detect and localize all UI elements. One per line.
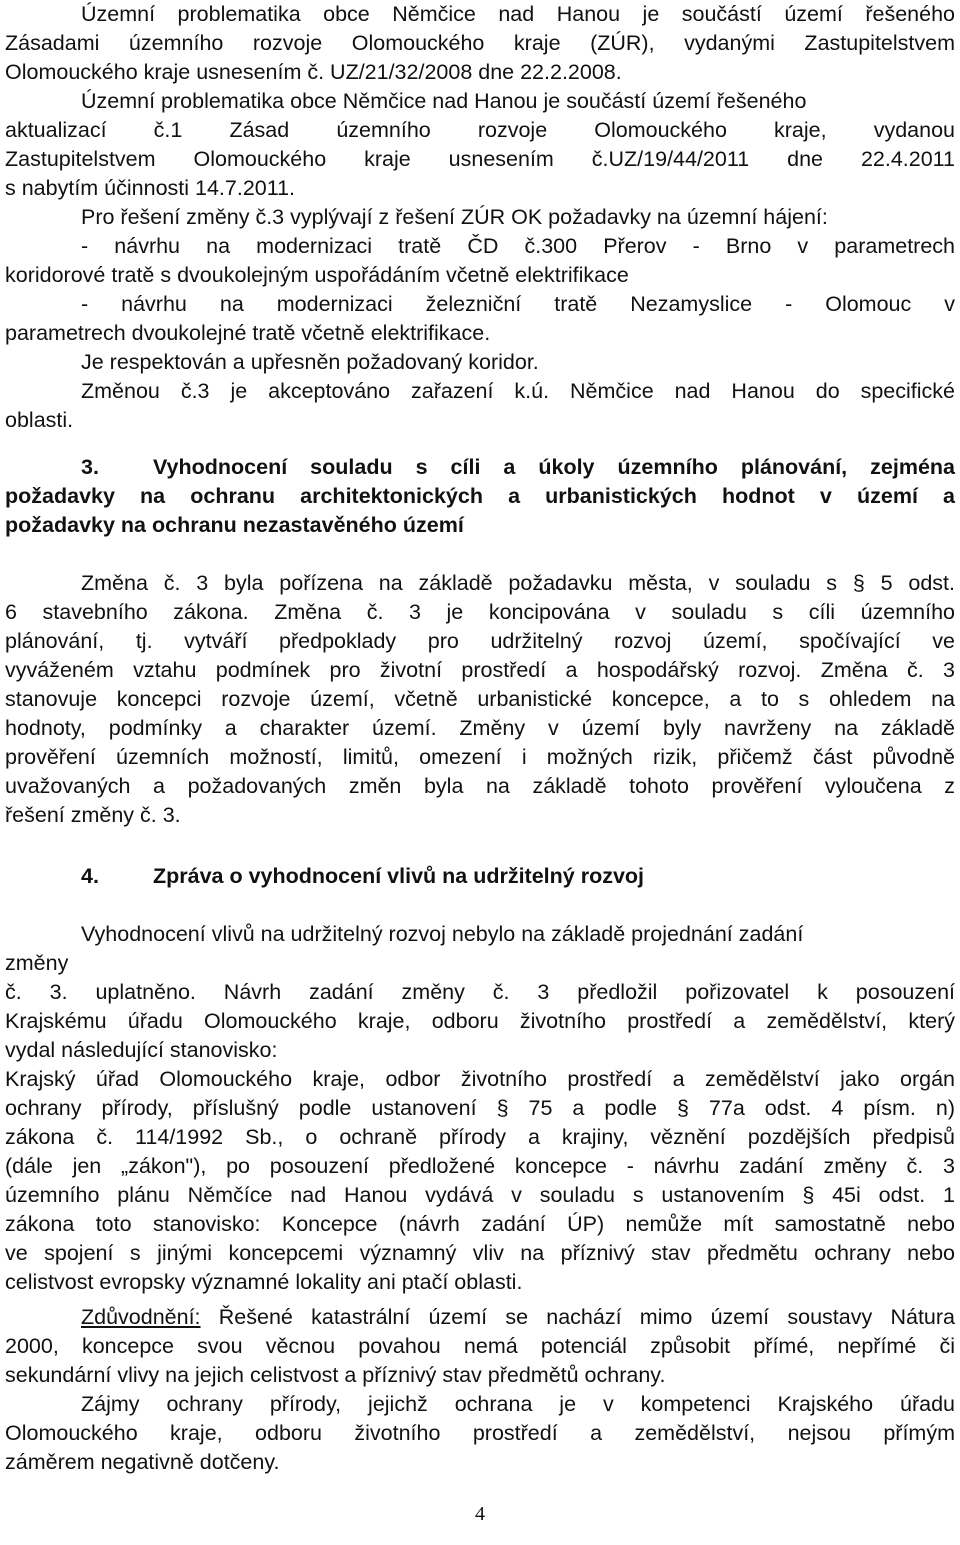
spacer — [5, 891, 955, 920]
text-line: územního plánu Němčíce nad Hanou vydává v souladu s ustanovením § 45i odst. 1 — [5, 1183, 955, 1207]
spacer — [5, 540, 955, 569]
section-4-number: 4. — [81, 864, 99, 888]
text-line: záměrem negativně dotčeny. — [5, 1450, 280, 1474]
text-line: Je respektován a upřesněn požadovaný koridor. — [81, 350, 539, 374]
section-4-heading — [5, 862, 955, 891]
section-3-heading — [5, 453, 955, 540]
text-line: ochrany přírody, příslušný podle ustanovení § 75 a podle § 77a odst. 4 písm. n) — [5, 1096, 955, 1120]
text-line: koridorové tratě s dvoukolejným uspořádáním včetně elektrifikace — [5, 263, 629, 287]
zduvodneni-label: Zdůvodnění: — [81, 1305, 201, 1329]
text-line: sekundární vlivy na jejich celistvost a příznivý stav předmětů ochrany. — [5, 1363, 666, 1387]
section-4-title: Zpráva o vyhodnocení vlivů na udržitelný rozvoj — [153, 864, 645, 888]
section-3-body — [5, 569, 955, 830]
text-line: Zájmy ochrany přírody, jejichž ochrana je v kompetenci Krajského úřadu — [81, 1392, 955, 1416]
text-line: Územní problematika obce Němčice nad Hanou je součástí území řešeného — [81, 89, 807, 113]
spacer — [5, 435, 955, 453]
section-4-body — [5, 920, 955, 1297]
text-line: Zásadami územního rozvoje Olomouckého kraje (ZÚR), vydanými Zastupitelstvem — [5, 31, 955, 55]
text-line: oblasti. — [5, 408, 74, 432]
section-3-title-line-2: požadavky na ochranu architektonických a urbanistických hodnot v území a — [5, 484, 955, 508]
zduvodneni-text: Řešené katastrální území se nachází mimo území soustavy Nátura — [200, 1305, 955, 1329]
text-line: Územní problematika obce Němčice nad Hanou je součástí území řešeného — [81, 2, 955, 26]
spacer — [5, 830, 955, 862]
text-line: - návrhu na modernizaci železniční tratě Nezamyslice - Olomouc v — [81, 292, 955, 316]
text-line: č. 3. uplatněno. Návrh zadání změny č. 3 předložil pořizovatel k posouzení — [5, 980, 955, 1004]
text-line: Krajskému úřadu Olomouckého kraje, odboru životního prostředí a zemědělství, který — [5, 1009, 955, 1033]
text-line: vyváženém vztahu podmínek pro životní prostředí a hospodářský rozvoj. Změna č. 3 — [5, 658, 955, 682]
text-line: stanovuje koncepci rozvoje území, včetně urbanistické koncepce, a to s ohledem na — [5, 687, 955, 711]
text-line: Změnou č.3 je akceptováno zařazení k.ú. Němčice nad Hanou do specifické — [81, 379, 955, 403]
text-line: uvažovaných a požadovaných změn byla na základě tohoto prověření vyloučena z — [5, 774, 955, 798]
section-3-number: 3. — [81, 455, 99, 479]
zduvodneni-first-line — [5, 1303, 955, 1332]
text-line: změny — [5, 951, 69, 975]
text-line: Změna č. 3 byla pořízena na základě požadavku města, v souladu s § 5 odst. — [81, 571, 955, 595]
zduvodneni-body — [5, 1332, 955, 1477]
page-number: 4 — [475, 1503, 485, 1525]
text-line: parametrech dvoukolejné tratě včetně elektrifikace. — [5, 321, 491, 345]
text-line: ve spojení s jinými koncepcemi významný vliv na příznivý stav předmětu ochrany nebo — [5, 1241, 955, 1265]
text-line: celistvost evropsky významné lokality ani ptačí oblasti. — [5, 1270, 523, 1294]
text-line: Vyhodnocení vlivů na udržitelný rozvoj nebylo na základě projednání zadání — [81, 922, 804, 946]
text-line: Olomouckého kraje, odboru životního prostředí a zemědělství, nejsou přímým — [5, 1421, 955, 1445]
text-line: Pro řešení změny č.3 vyplývají z řešení ZÚR OK požadavky na územní hájení: — [81, 205, 828, 229]
text-line: (dále jen „zákon"), po posouzení předložené koncepce - návrhu zadání změny č. 3 — [5, 1154, 955, 1178]
text-line: zákona č. 114/1992 Sb., o ochraně přírody a krajiny, věznění pozdějších předpisů — [5, 1125, 955, 1149]
text-line: řešení změny č. 3. — [5, 803, 181, 827]
text-line: vydal následující stanovisko: — [5, 1038, 278, 1062]
section-3-title-line-1: Vyhodnocení souladu s cíli a úkoly územního plánování, zejména — [153, 455, 955, 479]
document-page — [5, 0, 955, 1477]
text-line: hodnoty, podmínky a charakter území. Změny v území byly navrženy na základě — [5, 716, 955, 740]
text-line: - návrhu na modernizaci tratě ČD č.300 Přerov - Brno v parametrech — [81, 234, 955, 258]
text-line: Zastupitelstvem Olomouckého kraje usnesením č.UZ/19/44/2011 dne 22.4.2011 — [5, 147, 955, 171]
text-line: Krajský úřad Olomouckého kraje, odbor životního prostředí a zemědělství jako orgán — [5, 1067, 955, 1091]
text-line: prověření územních možností, limitů, omezení i možných rizik, přičemž část původně — [5, 745, 955, 769]
text-line: s nabytím účinnosti 14.7.2011. — [5, 176, 296, 200]
section-3-title-line-3: požadavky na ochranu nezastavěného území — [5, 513, 464, 537]
text-line: plánování, tj. vytváří předpoklady pro udržitelný rozvoj území, spočívající ve — [5, 629, 955, 653]
text-line: Olomouckého kraje usnesením č. UZ/21/32/2008 dne 22.2.2008. — [5, 60, 622, 84]
text-line: zákona toto stanovisko: Koncepce (návrh zadání ÚP) nemůže mít samostatně nebo — [5, 1212, 955, 1236]
text-line: 2000, koncepce svou věcnou povahou nemá potenciál způsobit přímé, nepřímé či — [5, 1334, 955, 1358]
zur-paragraph-block — [5, 0, 955, 435]
text-line: 6 stavebního zákona. Změna č. 3 je koncipována v souladu s cíli územního — [5, 600, 955, 624]
text-line: aktualizací č.1 Zásad územního rozvoje Olomouckého kraje, vydanou — [5, 118, 955, 142]
